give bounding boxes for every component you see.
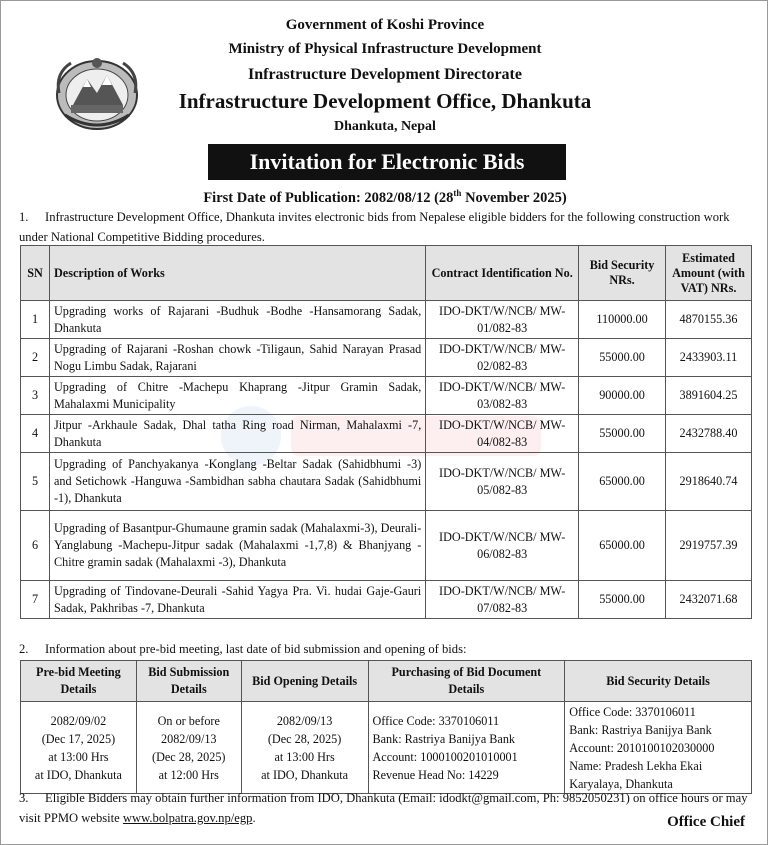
submission-cell: On or before 2082/09/13 (Dec 28, 2025) at 12:00 Hrs (136, 702, 241, 794)
cell-bid-security: 55000.00 (579, 581, 666, 619)
ministry-title: Ministry of Physical Infrastructure Development (228, 41, 542, 57)
cell-contract-id: IDO-DKT/W/NCB/ MW-04/082-83 (426, 415, 579, 453)
header-prebid: Pre-bid Meeting Details (21, 661, 137, 702)
cell-description: Upgrading of Chitre -Machepu Khaprang -Jitpur Gramin Sadak, Mahalaxmi Municipality (49, 377, 425, 415)
table-row (21, 301, 752, 339)
cell-estimated-amount: 2918640.74 (666, 453, 752, 511)
table-row (21, 511, 752, 581)
office-title: Infrastructure Development Office, Dhankuta (178, 89, 592, 113)
security-cell: Office Code: 3370106011 Bank: Rastriya Banijya Bank Account: 2010100102030000 Name: Pradesh Lekha Ekai Karyalaya, Dhankuta (565, 702, 752, 794)
header-submission: Bid Submission Details (136, 661, 241, 702)
directorate-title: Infrastructure Development Directorate (248, 66, 522, 83)
signature: Office Chief (667, 814, 745, 830)
cell-description: Upgrading of Basantpur-Ghumaune gramin sadak (Mahalaxmi-3), Deurali-Yanglabung -Machepu-Jitpur sadak (Mahalaxmi -1,7,8) & Bhanjyang -Chitre gramin sadak (Mahalaxmi -3), Dhankuta (49, 511, 425, 581)
cell-description: Jitpur -Arkhaule Sadak, Dhal tatha Ring road Nirman, Mahalaxmi -7, Dhankuta (49, 415, 425, 453)
paragraph-1: 1. Infrastructure Development Office, Dhankuta invites electronic bids from Nepalese eligible bidders for the following construction work under National Competitive Bidding procedures. (19, 210, 730, 244)
cell-contract-id: IDO-DKT/W/NCB/ MW-06/082-83 (426, 511, 579, 581)
paragraph-3: 3. Eligible Bidders may obtain further information from IDO, Dhankuta (Email: idodkt@gmail.com, Ph: 9852050231) on office hours or may visit PPMO website www.bolpatra.gov.np/egp. (19, 791, 748, 825)
cell-bid-security: 55000.00 (579, 415, 666, 453)
cell-description: Upgrading of Tindovane-Deurali -Sahid Yagya Pra. Vi. hudai Gaje-Gauri Sadak, Pakhribas -7, Dhankuta (49, 581, 425, 619)
header-purchase: Purchasing of Bid Document Details (368, 661, 565, 702)
cell-estimated-amount: 3891604.25 (666, 377, 752, 415)
publication-date: First Date of Publication: 2082/08/12 (28th November 2025) (203, 188, 567, 206)
details-row (21, 702, 752, 794)
header-bid-security: Bid Security NRs. (579, 246, 666, 301)
cell-contract-id: IDO-DKT/W/NCB/ MW-03/082-83 (426, 377, 579, 415)
details-table-header (21, 661, 752, 702)
cell-description: Upgrading works of Rajarani -Budhuk -Bodhe -Hansamorang Sadak, Dhankuta (49, 301, 425, 339)
cell-contract-id: IDO-DKT/W/NCB/ MW-05/082-83 (426, 453, 579, 511)
cell-sn: 1 (21, 301, 50, 339)
cell-bid-security: 65000.00 (579, 511, 666, 581)
header-sn: SN (21, 246, 50, 301)
cell-sn: 4 (21, 415, 50, 453)
cell-bid-security: 90000.00 (579, 377, 666, 415)
table-row (21, 415, 752, 453)
paragraph-2: 2. Information about pre-bid meeting, last date of bid submission and opening of bids: (19, 642, 467, 656)
notice-banner: Invitation for Electronic Bids (208, 144, 566, 180)
works-table (20, 245, 752, 619)
ppmo-link[interactable]: www.bolpatra.gov.np/egp (122, 811, 253, 825)
table-row (21, 581, 752, 619)
header-opening: Bid Opening Details (241, 661, 368, 702)
cell-estimated-amount: 2919757.39 (666, 511, 752, 581)
header-description: Description of Works (49, 246, 425, 301)
cell-sn: 3 (21, 377, 50, 415)
cell-sn: 2 (21, 339, 50, 377)
cell-contract-id: IDO-DKT/W/NCB/ MW-01/082-83 (426, 301, 579, 339)
cell-estimated-amount: 4870155.36 (666, 301, 752, 339)
bid-details-table (20, 660, 752, 794)
table-row (21, 453, 752, 511)
table-row (21, 377, 752, 415)
cell-sn: 7 (21, 581, 50, 619)
cell-contract-id: IDO-DKT/W/NCB/ MW-07/082-83 (426, 581, 579, 619)
location-text: Dhankuta, Nepal (334, 119, 436, 134)
works-table-header (21, 246, 752, 301)
cell-contract-id: IDO-DKT/W/NCB/ MW-02/082-83 (426, 339, 579, 377)
cell-sn: 6 (21, 511, 50, 581)
header-security: Bid Security Details (565, 661, 752, 702)
cell-estimated-amount: 2433903.11 (666, 339, 752, 377)
cell-bid-security: 65000.00 (579, 453, 666, 511)
header-estimated-amount: Estimated Amount (with VAT) NRs. (666, 246, 752, 301)
cell-sn: 5 (21, 453, 50, 511)
cell-estimated-amount: 2432788.40 (666, 415, 752, 453)
prebid-cell: 2082/09/02 (Dec 17, 2025) at 13:00 Hrs at IDO, Dhankuta (21, 702, 137, 794)
opening-cell: 2082/09/13 (Dec 28, 2025) at 13:00 Hrs at IDO, Dhankuta (241, 702, 368, 794)
cell-estimated-amount: 2432071.68 (666, 581, 752, 619)
cell-description: Upgrading of Rajarani -Roshan chowk -Tiligaun, Sahid Narayan Prasad Nogu Limbu Sadak, Rajarani (49, 339, 425, 377)
table-row (21, 339, 752, 377)
cell-bid-security: 110000.00 (579, 301, 666, 339)
cell-description: Upgrading of Panchyakanya -Konglang -Beltar Sadak (Sahidbhumi -3) and Setichowk -Hanguwa -Sambidhan sabha chautara Sadak (Sahidbhumi -1), Dhankuta (49, 453, 425, 511)
header-contract-id: Contract Identification No. (426, 246, 579, 301)
purchase-cell: Office Code: 3370106011 Bank: Rastriya Banijya Bank Account: 1000100201010001 Revenue Head No: 14229 (368, 702, 565, 794)
cell-bid-security: 55000.00 (579, 339, 666, 377)
govt-title: Government of Koshi Province (285, 17, 485, 33)
